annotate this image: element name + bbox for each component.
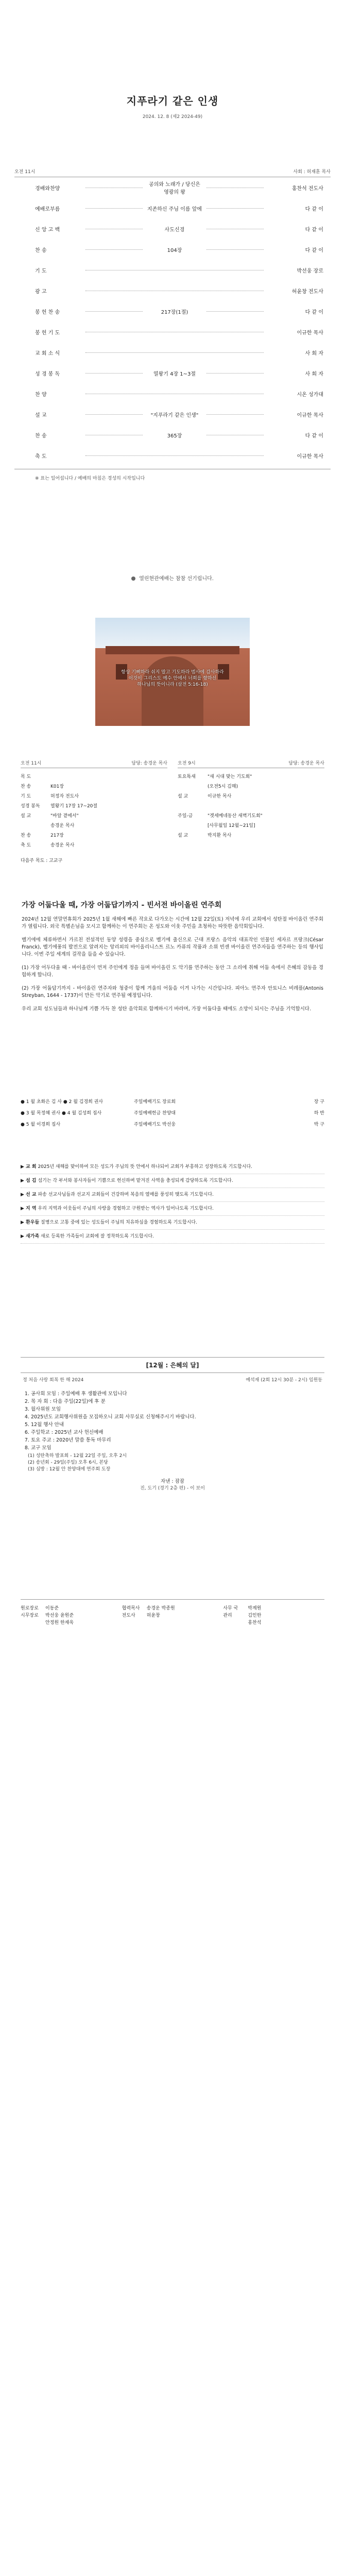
announce-row xyxy=(178,781,324,791)
prayer-item-text: 섬기는 각 부서와 봉사자들이 기쁨으로 헌신하며 맡겨진 사역을 충성되게 감당하도록 기도합시다. xyxy=(38,1178,233,1183)
worship-item-leader: 다 같 이 xyxy=(305,227,323,233)
prayer-duty-group: 장 구 xyxy=(314,1099,324,1105)
servant-row xyxy=(21,771,167,781)
announce-row xyxy=(178,820,324,830)
staff-role: 사무 국 xyxy=(223,1606,238,1611)
worship-row xyxy=(14,445,331,466)
servant-role: 찬 송 xyxy=(21,833,31,838)
article-paragraph: 2024년 12월 연말연휴회가 2025년 1월 새해에 빠른 작요로 다가오는 시간에 12월 22일(토) 저녁에 우리 교회에서 성탄절 바이올린 연주회가 열립니다. 외국 특별손님을 모시고 함께하는 이 연주회는 온 성도와 이웃 주민을 초청하는 따뜻한 음악회입니다. xyxy=(22,917,323,929)
article-paragraph: (2) 가장 어둡답기까지 - 바이올린 연주자와 청중이 함께 겨울의 어둠을 이겨 나가는 시간입니다. 피아노 연주자 안토니스 비레플(Antonis Streyban, 1644 - 1737)이 만든 악기로 연주될 예정입니다. xyxy=(22,986,323,998)
worship-row xyxy=(14,198,331,218)
prayer-row xyxy=(21,1107,324,1118)
sermon-article xyxy=(22,900,323,1013)
prayer-item xyxy=(21,1202,324,1216)
order-header xyxy=(14,166,331,177)
announce-rows xyxy=(178,771,324,840)
prayer-item-head: ▶ 새가족 xyxy=(21,1234,40,1239)
servant-row xyxy=(21,840,167,850)
prayer-duty-name: 주일예배헌금 찬양대 xyxy=(134,1110,176,1116)
worship-row xyxy=(14,321,331,342)
photo-caption-line: 이것이 그리스도 예수 안에서 너희를 향하신 xyxy=(128,676,217,681)
announce-row xyxy=(178,810,324,820)
worship-item-leader: 사 회 자 xyxy=(305,350,323,357)
staff-role: 관리 xyxy=(223,1613,232,1618)
staff-role xyxy=(223,1619,248,1626)
worship-host: 사회 : 허재훈 목사 xyxy=(293,170,331,175)
order-rows xyxy=(14,177,331,466)
staff-row xyxy=(223,1619,324,1626)
worship-item-label: 신 앙 고 백 xyxy=(35,227,60,233)
worship-row xyxy=(14,280,331,301)
prayer-item-head: ▶ 지 역 xyxy=(21,1206,37,1211)
photo-caption xyxy=(106,669,239,688)
prayer-schedule: ● 1 월 초화은 김 사 ● 2 월 김경희 권사 xyxy=(21,1099,104,1105)
worship-item-leader: 다 같 이 xyxy=(305,433,323,439)
dot-leader xyxy=(206,414,264,415)
prayer-rows xyxy=(21,1095,324,1129)
worship-item-detail: 열왕기 4장 1~3절 xyxy=(153,371,196,377)
servant-name: 송경운 목사 xyxy=(50,823,75,828)
schedule-item: 3. 월사위원 모임 xyxy=(31,1405,324,1413)
worship-item-label: 봉 헌 찬 송 xyxy=(35,309,60,315)
announce-key: 설 교 xyxy=(178,794,188,799)
worship-item-label: 예배로부름 xyxy=(35,206,60,212)
staff-row xyxy=(122,1605,223,1612)
order-footnote: ※ 표는 일어섭니다 / 예배의 마침은 경성의 시작입니다 xyxy=(14,469,331,481)
article-body xyxy=(22,916,323,1013)
worship-row xyxy=(14,363,331,383)
schedule-section xyxy=(21,1357,324,1491)
servant-row xyxy=(21,810,167,820)
worship-item-leader: 다 같 이 xyxy=(305,309,323,315)
servant-role: 목 도 xyxy=(21,774,31,779)
staff-role: 전도사 xyxy=(122,1613,135,1618)
schedule-item: 7. 토요 주교 : 2020년 말씀 통독 마무리 xyxy=(31,1436,324,1444)
servant-name: "바알 곁에서" xyxy=(50,814,79,819)
schedule-title: [12월 : 은혜의 달] xyxy=(21,1357,324,1373)
prayer-duty xyxy=(134,1109,324,1116)
schedule-item: 2. 목 자 회 : 다음 주일(22일)에 후 분 xyxy=(31,1398,324,1405)
prayer-item-text: 파송 선교사님들과 선교지 교회들이 건강하며 복음의 열매를 풍성히 맺도록 기도합시다. xyxy=(38,1192,214,1197)
schedule-sub-item: (1) 성탄축하 발표회 - 12월 22일 주일, 오후 2시 xyxy=(28,1453,127,1459)
servant-name: 217장 xyxy=(50,833,64,838)
announce-head xyxy=(178,759,324,768)
servant-name: K01장 xyxy=(50,784,64,789)
staff-role: 협력목사 xyxy=(122,1606,140,1611)
servants-time: 오전 11시 xyxy=(21,761,42,766)
worship-item-detail: 365장 xyxy=(167,433,182,439)
worship-row xyxy=(14,342,331,363)
worship-item-label: 축 도 xyxy=(35,453,47,460)
church-staff-footer xyxy=(21,1599,324,1626)
servant-name: 열왕기 17장 17~20절 xyxy=(50,804,98,809)
dot-leader xyxy=(85,208,143,209)
servant-rows xyxy=(21,771,167,850)
dot-leader xyxy=(206,249,264,250)
prayer-item xyxy=(21,1174,324,1188)
worship-item-label: 경배와찬양 xyxy=(35,185,60,192)
servant-row xyxy=(21,820,167,830)
article-title: 가장 어둡다울 때, 가장 어둡답기까지 - 빈서전 바이올린 연주회 xyxy=(22,901,222,909)
announce-value: 박지환 목사 xyxy=(208,833,232,838)
staff-row xyxy=(21,1605,122,1612)
staff-row xyxy=(21,1619,122,1626)
staff-role xyxy=(21,1619,45,1626)
prayer-duty xyxy=(134,1098,324,1105)
worship-item-label: 성 경 봉 독 xyxy=(35,371,60,377)
worship-item-label: 봉 헌 기 도 xyxy=(35,330,60,336)
worship-item-leader: 이규한 목사 xyxy=(297,330,323,336)
dot-leader xyxy=(85,352,264,353)
order-of-worship xyxy=(14,166,331,481)
staff-name: 안정원 한재욱 xyxy=(45,1620,74,1625)
worship-item-label: 설 교 xyxy=(35,412,47,418)
staff-col-1 xyxy=(21,1605,122,1626)
dot-leader xyxy=(85,455,264,456)
schedule-item: 5. 12월 행사 안내 xyxy=(31,1421,324,1429)
dot-leader xyxy=(206,311,264,312)
dot-leader xyxy=(85,414,143,415)
worship-time: 오전 11시 xyxy=(14,170,36,175)
servant-row xyxy=(21,830,167,840)
servant-role: 축 도 xyxy=(21,843,31,848)
announce-row xyxy=(178,771,324,781)
staff-col-3 xyxy=(223,1605,324,1626)
announce-key: 토요특새 xyxy=(178,774,196,779)
staff-row xyxy=(223,1605,324,1612)
worship-item-leader: 사 회 자 xyxy=(305,371,323,377)
dot-leader xyxy=(85,373,143,374)
servant-row xyxy=(21,781,167,791)
worship-item-label: 기 도 xyxy=(35,268,47,274)
announce-value: [사무월일 12월~21일] xyxy=(208,823,255,828)
servants-column xyxy=(21,759,167,850)
worship-item-leader: 다 같 이 xyxy=(305,247,323,253)
article-paragraph: (1) 가장 어두다울 때 - 바이올린이 먼저 주인에게 정을 들며 바이올린 도 악기를 연주하는 동안 그 소리에 취해 어둠 속에서 은혜의 감동을 경험하게 합니다. xyxy=(22,965,323,978)
worship-item-leader: 허윤창 전도사 xyxy=(291,289,323,295)
staff-name: 홍찬석 xyxy=(248,1620,262,1625)
worship-item-leader: 박선웅 장로 xyxy=(297,268,323,274)
servant-row xyxy=(21,801,167,810)
dot-leader xyxy=(85,249,143,250)
schedule-meta-left: 정 처음 사랑 회복 한 해 2024 xyxy=(23,1378,84,1383)
staff-name: 김인한 xyxy=(248,1613,262,1618)
servant-row xyxy=(21,791,167,801)
schedule-sub-item: (2) 송년회 - 29일(주일) 오후 6시, 본당 xyxy=(28,1460,108,1465)
schedule-center: 자낸 : 잠잠 xyxy=(161,1479,184,1484)
announce-column xyxy=(178,759,324,850)
schedule-item: 4. 2025년도 교회행사위원을 모집하오니 교회 사무실로 신청해주시기 바랍니다. xyxy=(31,1413,324,1421)
servant-role: 기 도 xyxy=(21,794,31,799)
prayer-item-head: ▶ 섬 김 xyxy=(21,1178,37,1183)
staff-name: 허윤창 xyxy=(146,1613,160,1618)
prayer-section xyxy=(21,1095,324,1244)
prayer-duty xyxy=(134,1121,324,1127)
bulletin-date: 2024. 12. 8 (제2 2024-49) xyxy=(142,114,203,120)
worship-item-detail: 사도신경 xyxy=(164,227,185,233)
worship-row xyxy=(14,218,331,239)
servant-role: 성경 봉독 xyxy=(21,804,40,809)
prayer-item-text: 2025년 새해를 맞이하여 모든 성도가 주님의 뜻 안에서 하나되어 교회가 부흥하고 성장하도록 기도합시다. xyxy=(38,1164,253,1170)
worship-row xyxy=(14,383,331,404)
announce-value: 이규한 목사 xyxy=(208,794,232,799)
next-week-note: 다음주 목도 : 고교구 xyxy=(21,858,63,863)
announce-key: 설 교 xyxy=(178,833,188,838)
prayer-item-head: ▶ 교 회 xyxy=(21,1164,37,1170)
prayer-duty-group: 하 반 xyxy=(314,1110,324,1116)
worship-row xyxy=(14,301,331,321)
announce-value: (오전5시 김해) xyxy=(208,784,238,789)
schedule-meta-right: 예석재 (2회 12시 30분 - 2시) 임원동 xyxy=(246,1378,322,1383)
article-paragraph: 우리 교회 성도님들과 하나님께 기쁨 가득 찬 성탄 음악회로 함께하시기 바라며, 가장 어둡다울 때에도 소망이 되시는 주님을 기억합시다. xyxy=(22,1006,312,1012)
announce-row xyxy=(178,791,324,801)
servant-name: 송경운 목사 xyxy=(50,843,75,848)
servant-role: 찬 송 xyxy=(21,784,31,789)
servant-name: 허정자 전도사 xyxy=(50,794,79,799)
servants-and-announcements xyxy=(21,759,324,850)
worship-item-label: 찬 송 xyxy=(35,247,47,253)
prayer-duty-name: 주일예배기도 박선웅 xyxy=(134,1122,176,1127)
schedule-center-sub: 진, 도기 (경기 2층 편) - 이 보이 xyxy=(140,1486,205,1491)
prayer-items xyxy=(21,1160,324,1244)
worship-item-leader: 이규한 목사 xyxy=(297,412,323,418)
schedule-sub-items xyxy=(21,1452,324,1472)
worship-item-detail: "지푸라기 같은 인생" xyxy=(150,412,199,418)
schedule-list xyxy=(21,1390,324,1452)
schedule-item: 8. 교구 모임 xyxy=(31,1444,324,1452)
schedule-item: 1. 공사회 모임 : 주일예배 후 생활관에 모입니다 xyxy=(31,1390,324,1398)
staff-role: 원로장로 xyxy=(21,1606,39,1611)
worship-item-leader: 홍찬석 전도사 xyxy=(291,185,323,192)
notice-line xyxy=(0,574,345,582)
staff-row xyxy=(122,1612,223,1619)
announce-key: 주일-금 xyxy=(178,814,193,819)
worship-item-label: 찬 양 xyxy=(35,392,47,398)
prayer-duty-name: 주일예배기도 장로회 xyxy=(134,1099,176,1105)
sermon-title: 지푸라기 같은 인생 xyxy=(126,95,219,107)
staff-name: 송경운 박종원 xyxy=(146,1606,175,1611)
prayer-item-text: 우리 지역과 이웃들이 주님의 사랑을 경험하고 구원받는 역사가 일어나도록 기도합시다. xyxy=(38,1206,214,1211)
worship-row xyxy=(14,239,331,260)
dot-leader xyxy=(206,208,264,209)
staff-name: 박계원 xyxy=(248,1606,262,1611)
prayer-row xyxy=(21,1095,324,1107)
worship-item-leader: 시온 성가대 xyxy=(297,392,323,398)
announce-value: "새 시대 맞는 기도회" xyxy=(208,774,252,779)
prayer-row xyxy=(21,1118,324,1129)
servants-leader: 담당: 송경운 목사 xyxy=(131,761,167,766)
staff-name: 박선웅 윤원준 xyxy=(45,1613,74,1618)
dot-leader xyxy=(206,373,264,374)
bulletin-header xyxy=(0,0,345,166)
church-photo xyxy=(95,618,250,726)
staff-role: 시무장로 xyxy=(21,1613,39,1618)
servants-head xyxy=(21,759,167,768)
worship-item-label: 교 회 소 식 xyxy=(35,350,60,357)
schedule-meta xyxy=(21,1373,324,1386)
prayer-schedule: ● 3 월 목정혜 권사 ● 4 월 김성희 집사 xyxy=(21,1110,102,1116)
prayer-item xyxy=(21,1230,324,1244)
prayer-item-head: ▶ 선 교 xyxy=(21,1192,37,1197)
announce-value: "겟세메네동산 새벽기도회" xyxy=(208,814,263,819)
prayer-duty-group: 박 구 xyxy=(314,1122,324,1127)
worship-item-leader: 다 같 이 xyxy=(305,206,323,212)
article-paragraph: 벨기에에 체류하면서 가르친 전설적인 동양 성령을 중심으로 벨기에 출신으로 근대 프랑스 음악의 대표작인 인물인 세자르 프랑크(César Franck), 벨기에풍의 발전으로 알려지는 앙리외의 바이올리니스트 르노 카퓨의 작품과 소위 빈센 바이올린 연주자들을 연주하는 등의 행사입니다. 이번 주일 세계의 걸작을 들을 수 있습니다. xyxy=(22,937,323,957)
staff-name: 이동준 xyxy=(45,1606,59,1611)
notice-text: 열린현관예배는 참참 선기립니다. xyxy=(139,576,214,582)
prayer-item-text: 새로 등록한 가족들이 교회에 잘 정착하도록 기도합시다. xyxy=(41,1234,154,1239)
prayer-item xyxy=(21,1188,324,1202)
worship-row xyxy=(14,425,331,445)
announce-time: 오전 9시 xyxy=(178,761,196,766)
worship-row xyxy=(14,404,331,425)
staff-col-2 xyxy=(122,1605,223,1626)
prayer-schedule: ● 5 월 이경희 집사 xyxy=(21,1122,61,1127)
worship-item-leader: 이규한 목사 xyxy=(297,453,323,460)
photo-caption-line: 항상 기뻐하라 쉬지 말고 기도하라 범사에 감사하라 xyxy=(121,670,224,675)
prayer-item xyxy=(21,1216,324,1230)
worship-item-label: 광 고 xyxy=(35,289,47,295)
worship-item-detail: 217장(1절) xyxy=(161,309,188,315)
prayer-item-text: 질병으로 고통 중에 있는 성도들이 주님의 치유하심을 경험하도록 기도합시다. xyxy=(41,1220,197,1225)
schedule-sub-item: (3) 심방 : 12월 안 찬양대에 연주회 도장 xyxy=(28,1467,111,1472)
prayer-item xyxy=(21,1160,324,1174)
worship-item-detail: 공의와 노래가 / 당신은 영광의 왕 xyxy=(149,182,200,195)
dot-leader xyxy=(85,311,143,312)
schedule-item: 6. 주일학교 : 2025년 교사 헌신예배 xyxy=(31,1429,324,1436)
staff-row xyxy=(223,1612,324,1619)
announce-row xyxy=(178,830,324,840)
announce-row xyxy=(178,801,324,810)
announce-leader: 담당: 송경운 목사 xyxy=(288,761,324,766)
church-arch xyxy=(142,656,203,726)
worship-item-detail: 지존하신 주님 이름 앞에 xyxy=(147,206,202,212)
worship-item-detail: 104장 xyxy=(167,247,182,253)
servant-role: 설 교 xyxy=(21,814,31,819)
photo-caption-line: 하나님의 뜻이니라 (살전 5:16-18) xyxy=(137,682,208,687)
worship-item-label: 찬 송 xyxy=(35,433,47,439)
worship-row xyxy=(14,177,331,198)
worship-row xyxy=(14,260,331,280)
prayer-item-head: ▶ 환우들 xyxy=(21,1220,40,1225)
bullet-icon xyxy=(131,577,135,581)
staff-row xyxy=(21,1612,122,1619)
church-roof xyxy=(106,646,239,654)
